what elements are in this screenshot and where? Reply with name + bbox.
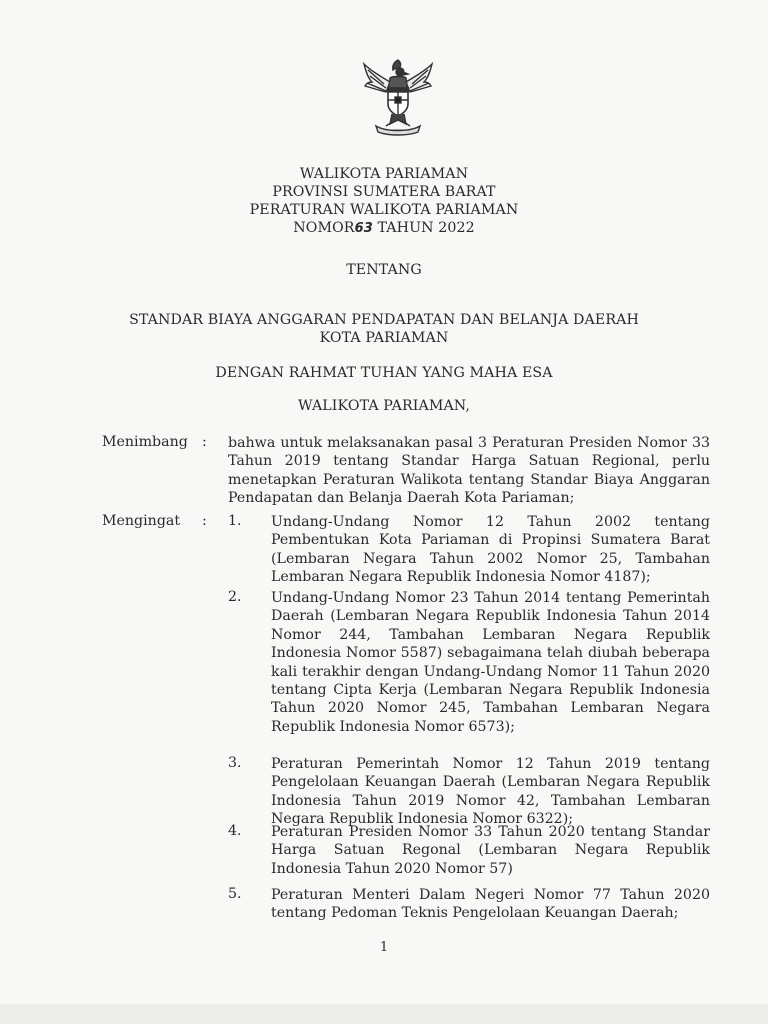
mengingat-item-number: 2. xyxy=(228,589,242,605)
menimbang-label: Menimbang xyxy=(102,434,188,450)
nomor-handwritten-number: 63 xyxy=(354,221,373,236)
mengingat-item-text: Undang-Undang Nomor 23 Tahun 2014 tentang Pemerintah Daerah (Lembaran Negara Republik Indonesia Tahun 2014 Nomor 244, Tambahan Lembaran Negara Republik Indonesia Nomor 5587) sebagaimana telah diubah beberapa kali terakhir dengan Undang-Undang Nomor 11 Tahun 2020 tentang Cipta Kerja (Lembaran Negara Republik Indonesia Tahun 2020 Nomor 245, Tambahan Lembaran Negara Republik Indonesia Nomor 6573); xyxy=(271,590,710,735)
mengingat-item-number: 4. xyxy=(228,823,242,839)
nomor-prefix: NOMOR xyxy=(293,220,355,236)
mengingat-item-text: Undang-Undang Nomor 12 Tahun 2002 tentang Pembentukan Kota Pariaman di Propinsi Sumatera Barat (Lembaran Negara Tahun 2002 Nomor 25, Tambahan Lembaran Negara Republik Indonesia Nomor 4187); xyxy=(271,514,710,586)
menimbang-colon: : xyxy=(202,434,207,450)
header-provinsi: PROVINSI SUMATERA BARAT xyxy=(272,184,496,200)
mengingat-item-number: 5. xyxy=(228,886,242,902)
walikota-signature-heading: WALIKOTA PARIAMAN, xyxy=(297,398,471,414)
garuda-emblem-icon xyxy=(362,56,434,136)
nomor-tahun: TAHUN 2022 xyxy=(372,220,475,236)
mengingat-item-number: 3. xyxy=(228,755,242,771)
scan-bottom-edge xyxy=(0,1004,768,1024)
header-nomor xyxy=(0,220,768,236)
regulation-title-line2: KOTA PARIAMAN xyxy=(319,330,449,346)
header-peraturan: PERATURAN WALIKOTA PARIAMAN xyxy=(249,202,519,218)
mengingat-item-text: Peraturan Pemerintah Nomor 12 Tahun 2019 tentang Pengelolaan Keuangan Daerah (Lembaran Negara Republik Indonesia Tahun 2019 Nomor 42, Tambahan Lembaran Negara Republik Indonesia Nomor 6322); xyxy=(271,756,710,828)
page-number: 1 xyxy=(379,940,389,955)
mengingat-item-text: Peraturan Menteri Dalam Negeri Nomor 77 Tahun 2020 tentang Pedoman Teknis Pengelolaan Keuangan Daerah; xyxy=(271,887,710,922)
menimbang-text: bahwa untuk melaksanakan pasal 3 Peraturan Presiden Nomor 33 Tahun 2019 tentang Standar Harga Satuan Regional, perlu menetapkan Peraturan Walikota tentang Standar Biaya Anggaran Pendapatan dan Belanja Daerah Kota Pariaman; xyxy=(228,435,710,507)
mengingat-item-text: Peraturan Presiden Nomor 33 Tahun 2020 tentang Standar Harga Satuan Regonal (Lembaran Negara Republik Indonesia Tahun 2020 Nomor 57) xyxy=(271,824,710,877)
tentang-heading: TENTANG xyxy=(346,262,422,278)
header-walikota: WALIKOTA PARIAMAN xyxy=(299,166,469,182)
rahmat-statement: DENGAN RAHMAT TUHAN YANG MAHA ESA xyxy=(215,365,553,381)
mengingat-item-number: 1. xyxy=(228,513,242,529)
mengingat-label: Mengingat xyxy=(102,513,181,529)
regulation-title-line1: STANDAR BIAYA ANGGARAN PENDAPATAN DAN BELANJA DAERAH xyxy=(129,312,639,328)
mengingat-colon: : xyxy=(202,513,207,529)
